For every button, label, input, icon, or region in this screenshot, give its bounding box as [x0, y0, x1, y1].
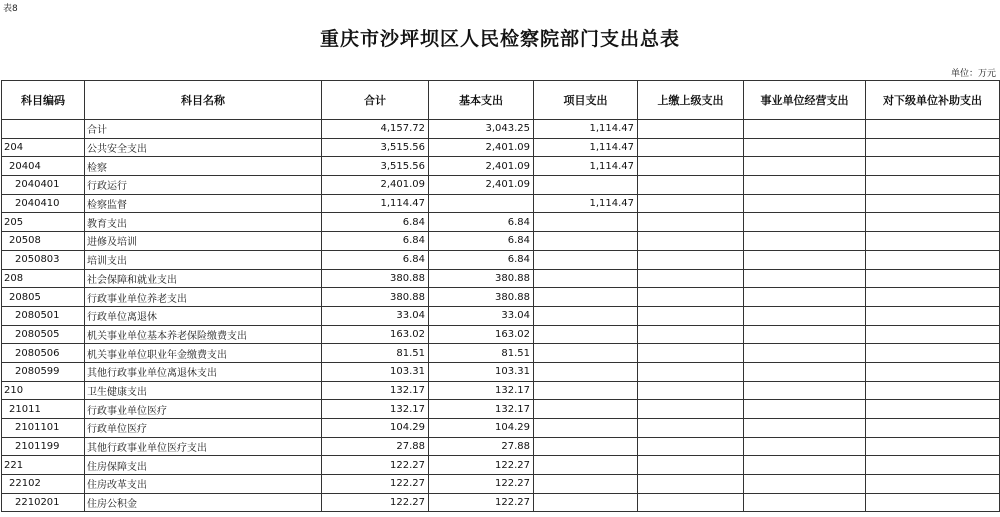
- cell-code: 208: [2, 269, 85, 288]
- table-row: [2, 138, 1000, 157]
- header-business: 事业单位经营支出: [744, 81, 866, 120]
- table-row: [2, 269, 1000, 288]
- cell-code: 204: [2, 138, 85, 157]
- cell-basic: 27.88: [429, 437, 534, 456]
- cell-business: [744, 157, 866, 176]
- cell-total: 6.84: [322, 213, 429, 232]
- cell-upper: [638, 194, 744, 213]
- cell-basic: 81.51: [429, 344, 534, 363]
- cell-upper: [638, 437, 744, 456]
- cell-name: 公共安全支出: [85, 138, 322, 157]
- cell-code: [2, 120, 85, 139]
- header-name: 科目名称: [85, 81, 322, 120]
- cell-code: 20404: [2, 157, 85, 176]
- cell-total: 380.88: [322, 269, 429, 288]
- cell-project: [534, 362, 638, 381]
- cell-project: [534, 213, 638, 232]
- cell-upper: [638, 250, 744, 269]
- cell-project: [534, 306, 638, 325]
- cell-business: [744, 194, 866, 213]
- cell-subsidy: [866, 213, 1000, 232]
- cell-total: 104.29: [322, 419, 429, 438]
- cell-name: 行政事业单位养老支出: [85, 288, 322, 307]
- cell-code: 205: [2, 213, 85, 232]
- cell-code: 2080506: [2, 344, 85, 363]
- cell-project: [534, 475, 638, 494]
- cell-subsidy: [866, 194, 1000, 213]
- cell-basic: 2,401.09: [429, 157, 534, 176]
- cell-business: [744, 381, 866, 400]
- table-row: [2, 306, 1000, 325]
- cell-code: 2101199: [2, 437, 85, 456]
- cell-total: 3,515.56: [322, 138, 429, 157]
- table-row: [2, 120, 1000, 139]
- cell-subsidy: [866, 138, 1000, 157]
- table-row: [2, 213, 1000, 232]
- cell-upper: [638, 475, 744, 494]
- cell-subsidy: [866, 381, 1000, 400]
- cell-upper: [638, 176, 744, 195]
- cell-project: [534, 381, 638, 400]
- cell-business: [744, 437, 866, 456]
- cell-project: [534, 344, 638, 363]
- cell-business: [744, 176, 866, 195]
- cell-business: [744, 344, 866, 363]
- cell-basic: 132.17: [429, 381, 534, 400]
- cell-subsidy: [866, 456, 1000, 475]
- cell-basic: 104.29: [429, 419, 534, 438]
- cell-name: 合计: [85, 120, 322, 139]
- table-row: [2, 493, 1000, 512]
- cell-code: 2101101: [2, 419, 85, 438]
- cell-upper: [638, 138, 744, 157]
- cell-basic: 3,043.25: [429, 120, 534, 139]
- page-title: 重庆市沙坪坝区人民检察院部门支出总表: [319, 28, 680, 50]
- cell-business: [744, 362, 866, 381]
- cell-business: [744, 306, 866, 325]
- cell-business: [744, 456, 866, 475]
- header-basic: 基本支出: [429, 81, 534, 120]
- cell-subsidy: [866, 325, 1000, 344]
- cell-business: [744, 288, 866, 307]
- cell-code: 2040410: [2, 194, 85, 213]
- cell-total: 1,114.47: [322, 194, 429, 213]
- cell-code: 2080505: [2, 325, 85, 344]
- header-total: 合计: [322, 81, 429, 120]
- cell-subsidy: [866, 437, 1000, 456]
- cell-business: [744, 400, 866, 419]
- cell-name: 检察监督: [85, 194, 322, 213]
- cell-upper: [638, 157, 744, 176]
- cell-name: 其他行政事业单位医疗支出: [85, 437, 322, 456]
- cell-name: 教育支出: [85, 213, 322, 232]
- cell-total: 163.02: [322, 325, 429, 344]
- cell-subsidy: [866, 232, 1000, 251]
- cell-name: 行政运行: [85, 176, 322, 195]
- cell-project: [534, 400, 638, 419]
- cell-code: 210: [2, 381, 85, 400]
- table-body: [2, 120, 1000, 512]
- cell-upper: [638, 269, 744, 288]
- cell-total: 33.04: [322, 306, 429, 325]
- cell-code: 2080599: [2, 362, 85, 381]
- cell-basic: 132.17: [429, 400, 534, 419]
- cell-total: 122.27: [322, 475, 429, 494]
- cell-project: [534, 437, 638, 456]
- cell-name: 培训支出: [85, 250, 322, 269]
- cell-total: 3,515.56: [322, 157, 429, 176]
- cell-subsidy: [866, 157, 1000, 176]
- expenditure-table: [1, 80, 1000, 512]
- cell-total: 122.27: [322, 456, 429, 475]
- cell-business: [744, 493, 866, 512]
- cell-subsidy: [866, 493, 1000, 512]
- cell-subsidy: [866, 400, 1000, 419]
- cell-code: 20805: [2, 288, 85, 307]
- table-row: [2, 232, 1000, 251]
- cell-subsidy: [866, 306, 1000, 325]
- cell-total: 103.31: [322, 362, 429, 381]
- cell-total: 122.27: [322, 493, 429, 512]
- cell-total: 2,401.09: [322, 176, 429, 195]
- cell-business: [744, 325, 866, 344]
- table-row: [2, 157, 1000, 176]
- cell-upper: [638, 344, 744, 363]
- cell-upper: [638, 325, 744, 344]
- cell-subsidy: [866, 362, 1000, 381]
- cell-code: 21011: [2, 400, 85, 419]
- table-row: [2, 456, 1000, 475]
- cell-name: 进修及培训: [85, 232, 322, 251]
- table-row: [2, 362, 1000, 381]
- table-row: [2, 400, 1000, 419]
- header-upper: 上缴上级支出: [638, 81, 744, 120]
- cell-code: 22102: [2, 475, 85, 494]
- table-row: [2, 475, 1000, 494]
- cell-basic: 6.84: [429, 250, 534, 269]
- table-row: [2, 344, 1000, 363]
- cell-business: [744, 213, 866, 232]
- cell-code: 221: [2, 456, 85, 475]
- cell-subsidy: [866, 475, 1000, 494]
- cell-basic: 122.27: [429, 475, 534, 494]
- cell-total: 132.17: [322, 381, 429, 400]
- header-code: 科目编码: [2, 81, 85, 120]
- cell-name: 行政单位离退休: [85, 306, 322, 325]
- cell-project: [534, 325, 638, 344]
- cell-subsidy: [866, 269, 1000, 288]
- cell-subsidy: [866, 120, 1000, 139]
- cell-project: [534, 232, 638, 251]
- cell-project: [534, 176, 638, 195]
- cell-total: 6.84: [322, 250, 429, 269]
- cell-upper: [638, 120, 744, 139]
- cell-basic: 103.31: [429, 362, 534, 381]
- cell-subsidy: [866, 288, 1000, 307]
- cell-business: [744, 232, 866, 251]
- cell-basic: 380.88: [429, 269, 534, 288]
- cell-total: 4,157.72: [322, 120, 429, 139]
- cell-basic: 122.27: [429, 493, 534, 512]
- cell-upper: [638, 213, 744, 232]
- cell-subsidy: [866, 344, 1000, 363]
- cell-name: 检察: [85, 157, 322, 176]
- unit-label: 单位：万元: [950, 69, 996, 79]
- cell-code: 2040401: [2, 176, 85, 195]
- cell-basic: [429, 194, 534, 213]
- cell-upper: [638, 288, 744, 307]
- cell-name: 住房保障支出: [85, 456, 322, 475]
- table-row: [2, 325, 1000, 344]
- cell-subsidy: [866, 250, 1000, 269]
- cell-name: 行政单位医疗: [85, 419, 322, 438]
- table-row: [2, 250, 1000, 269]
- cell-business: [744, 120, 866, 139]
- cell-project: [534, 269, 638, 288]
- cell-upper: [638, 381, 744, 400]
- cell-subsidy: [866, 419, 1000, 438]
- cell-code: 2050803: [2, 250, 85, 269]
- table-row: [2, 288, 1000, 307]
- cell-name: 行政事业单位医疗: [85, 400, 322, 419]
- cell-upper: [638, 362, 744, 381]
- table-row: [2, 437, 1000, 456]
- cell-project: 1,114.47: [534, 194, 638, 213]
- cell-name: 卫生健康支出: [85, 381, 322, 400]
- cell-code: 2210201: [2, 493, 85, 512]
- cell-code: 20508: [2, 232, 85, 251]
- cell-project: [534, 288, 638, 307]
- cell-code: 2080501: [2, 306, 85, 325]
- cell-total: 27.88: [322, 437, 429, 456]
- cell-business: [744, 475, 866, 494]
- cell-project: 1,114.47: [534, 120, 638, 139]
- cell-name: 住房公积金: [85, 493, 322, 512]
- cell-total: 132.17: [322, 400, 429, 419]
- cell-business: [744, 250, 866, 269]
- cell-name: 机关事业单位职业年金缴费支出: [85, 344, 322, 363]
- table-number-label: 表8: [3, 4, 18, 14]
- cell-basic: 6.84: [429, 232, 534, 251]
- cell-name: 社会保障和就业支出: [85, 269, 322, 288]
- table-row: [2, 194, 1000, 213]
- cell-total: 81.51: [322, 344, 429, 363]
- cell-project: [534, 493, 638, 512]
- cell-project: 1,114.47: [534, 157, 638, 176]
- cell-project: [534, 456, 638, 475]
- header-project: 项目支出: [534, 81, 638, 120]
- table-row: [2, 176, 1000, 195]
- cell-basic: 6.84: [429, 213, 534, 232]
- cell-project: [534, 250, 638, 269]
- table-row: [2, 419, 1000, 438]
- cell-business: [744, 419, 866, 438]
- header-subsidy: 对下级单位补助支出: [866, 81, 1000, 120]
- cell-basic: 380.88: [429, 288, 534, 307]
- cell-upper: [638, 493, 744, 512]
- cell-basic: 163.02: [429, 325, 534, 344]
- cell-basic: 122.27: [429, 456, 534, 475]
- table-row: [2, 381, 1000, 400]
- cell-project: 1,114.47: [534, 138, 638, 157]
- cell-basic: 2,401.09: [429, 138, 534, 157]
- cell-basic: 33.04: [429, 306, 534, 325]
- cell-upper: [638, 232, 744, 251]
- cell-business: [744, 138, 866, 157]
- cell-upper: [638, 306, 744, 325]
- cell-name: 机关事业单位基本养老保险缴费支出: [85, 325, 322, 344]
- cell-business: [744, 269, 866, 288]
- cell-upper: [638, 400, 744, 419]
- header-row: [2, 81, 1000, 120]
- cell-subsidy: [866, 176, 1000, 195]
- cell-total: 6.84: [322, 232, 429, 251]
- cell-basic: 2,401.09: [429, 176, 534, 195]
- cell-name: 其他行政事业单位离退休支出: [85, 362, 322, 381]
- cell-project: [534, 419, 638, 438]
- cell-upper: [638, 419, 744, 438]
- cell-upper: [638, 456, 744, 475]
- cell-name: 住房改革支出: [85, 475, 322, 494]
- cell-total: 380.88: [322, 288, 429, 307]
